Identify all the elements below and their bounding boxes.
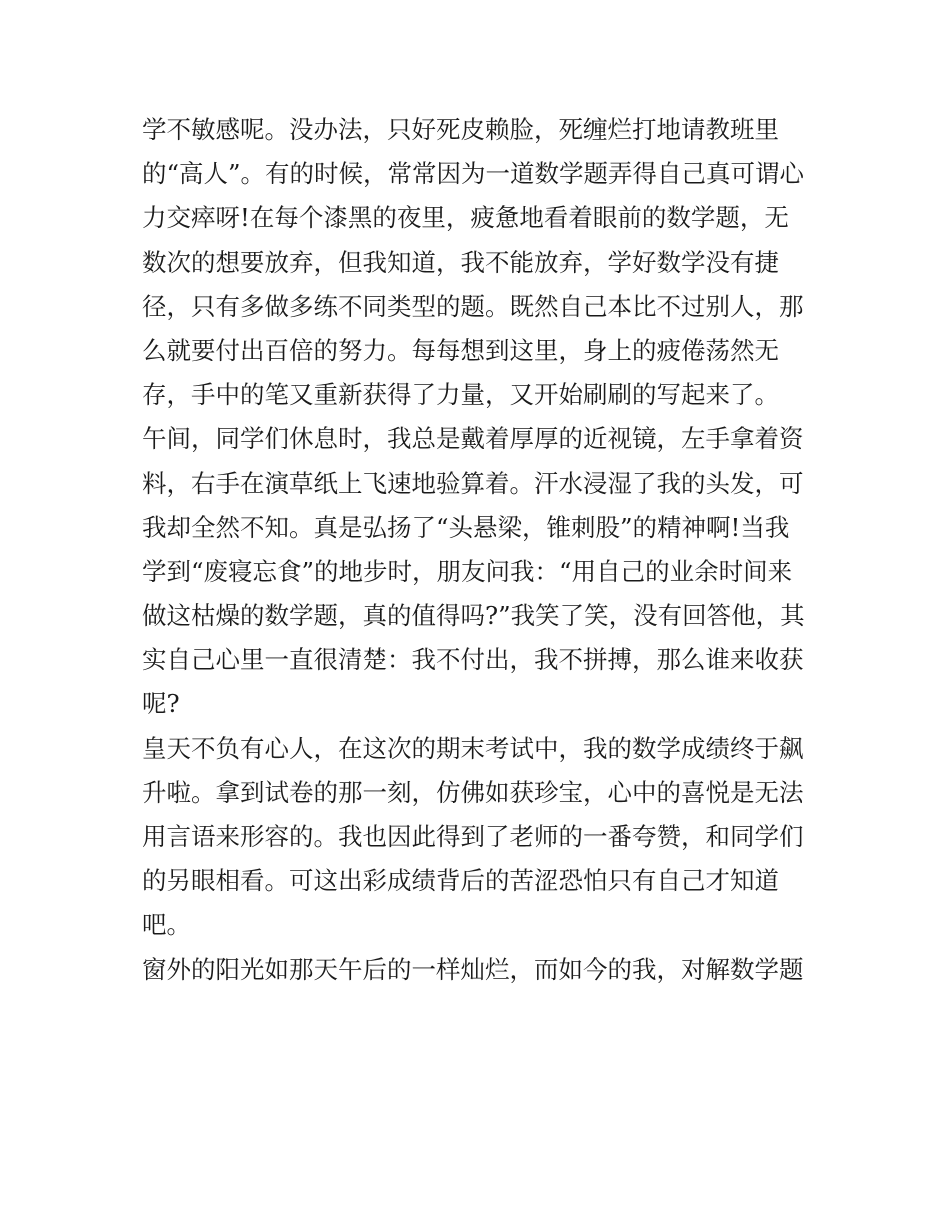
text-line: 皇天不负有心人，在这次的期末考试中，我的数学成绩终于飙 [142, 733, 804, 763]
text-line: 午间，同学们休息时，我总是戴着厚厚的近视镜，左手拿着资 [142, 424, 804, 454]
body-text [142, 108, 822, 992]
text-line: 的“高人”。有的时候，常常因为一道数学题弄得自己真可谓心 [142, 159, 805, 189]
text-line: 做这枯燥的数学题，真的值得吗?”我笑了笑，没有回答他，其 [142, 601, 805, 631]
text-line: 学不敏感呢。没办法，只好死皮赖脸，死缠烂打地请教班里 [142, 115, 779, 144]
text-line: 窗外的阳光如那天午后的一样灿烂，而如今的我，对解数学题 [142, 954, 804, 984]
text-line: 我却全然不知。真是弘扬了“头悬梁，锥刺股”的精神啊!当我 [142, 512, 790, 542]
text-line: 么就要付出百倍的努力。每每想到这里，身上的疲倦荡然无 [142, 335, 779, 365]
text-line: 料，右手在演草纸上飞速地验算着。汗水浸湿了我的头发，可 [142, 468, 804, 498]
text-line: 径，只有多做多练不同类型的题。既然自己本比不过别人，那 [142, 291, 804, 321]
text-line: 学到“废寝忘食”的地步时，朋友问我：“用自己的业余时间来 [142, 556, 793, 586]
text-line: 数次的想要放弃，但我知道，我不能放弃，学好数学没有捷 [142, 247, 779, 277]
text-line: 存，手中的笔又重新获得了力量，又开始刷刷的写起来了。 [142, 380, 779, 410]
text-line: 呢? [142, 689, 180, 719]
text-line: 升啦。拿到试卷的那一刻，仿佛如获珍宝，心中的喜悦是无法 [142, 777, 804, 807]
text-line: 用言语来形容的。我也因此得到了老师的一番夸赞，和同学们 [142, 822, 804, 851]
text-line: 力交瘁呀!在每个漆黑的夜里，疲惫地看着眼前的数学题，无 [142, 203, 789, 233]
text-line: 实自己心里一直很清楚：我不付出，我不拼搏，那么谁来收获 [142, 645, 804, 675]
text-line: 的另眼相看。可这出彩成绩背后的苦涩恐怕只有自己才知道 [142, 866, 779, 896]
text-line: 吧。 [142, 910, 191, 940]
